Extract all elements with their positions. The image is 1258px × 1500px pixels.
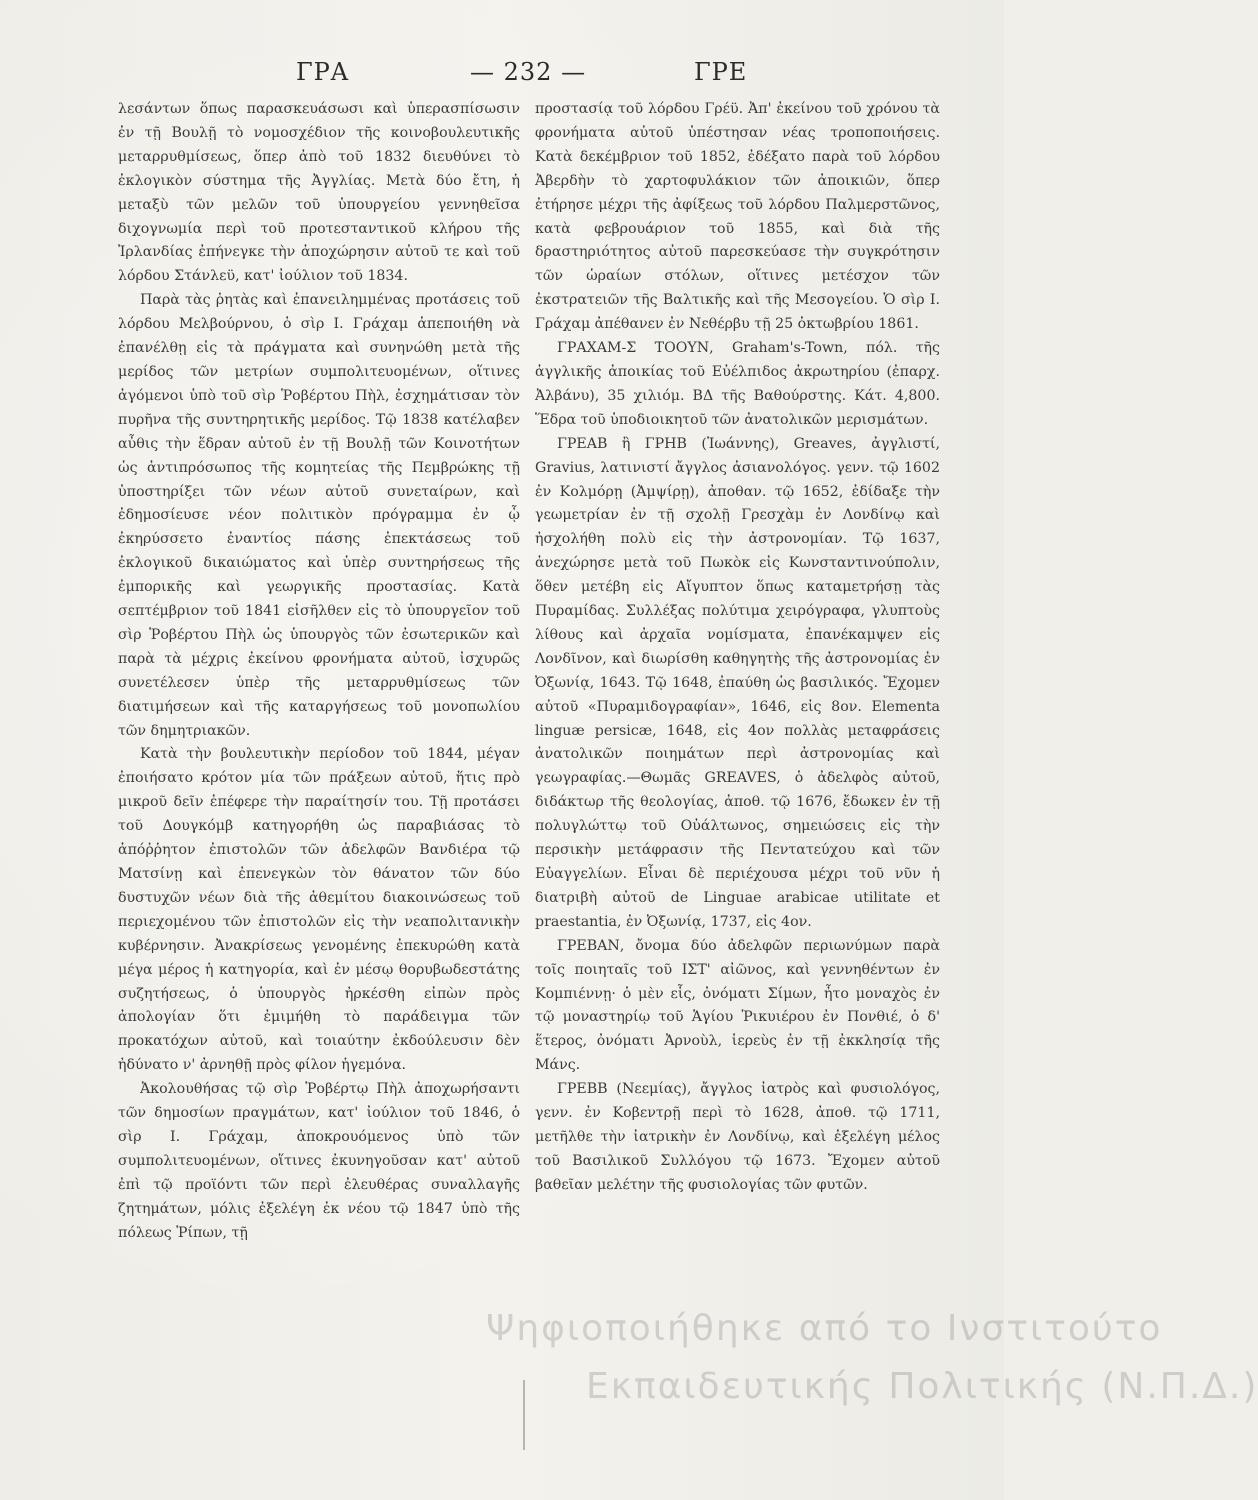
page-header [0,58,1004,94]
left-paragraph-3: Κατὰ τὴν βουλευτικὴν περίοδον τοῦ 1844, μέγαν ἐποιήσατο κρότον μία τῶν πράξεων αὐτοῦ, ἥτις πρὸ μικροῦ δεῖν ἐπέφερε τὴν παραίτησίν του. Τῇ προτάσει τοῦ Δουγκόμβ κατηγορήθη ὡς παραβιάσας τὸ ἀπόῤῥητον ἐπιστολῶν τῶν ἀδελφῶν Βανδιέρα τῷ Ματσίνῃ καὶ ἐπενεγκὼν τὸν θάνατον τῶν δύο δυστυχῶν νέων διὰ τῆς ἀθεμίτου διακοινώσεως τοῦ περιεχομένου τῶν ἐπιστολῶν εἰς τὴν νεαπολιτανικὴν κυβέρνησιν. Ἀνακρίσεως γενομένης ἐπεκυρώθη κατὰ μέγα μέρος ἡ κατηγορία, καὶ ἐν μέσῳ θορυβωδεστάτης συζητήσεως, ὁ ὑπουργὸς ἠρκέσθη εἰπὼν πρὸς ἀπολογίαν ὅτι ἐμιμήθη τὸ παράδειγμα τῶν προκατόχων αὐτοῦ, καὶ τοιαύτην ἐκδούλευσιν δὲν ἠδύνατο ν' ἀρνηθῇ πρὸς φίλον ἡγεμόνα. [118,746,520,1074]
entry-graham-s-town: ΓΡΑΧΑΜ-Σ ΤΟΟΥΝ, Graham's-Town, πόλ. τῆς ἀγγλικῆς ἀποικίας τοῦ Εὐέλπιδος ἀκρωτηρίου (ἐπαρχ. Ἀλβάνυ), 35 χιλιόμ. ΒΔ τῆς Βαθούρστης. Κάτ. 4,800. Ἕδρα τοῦ ὑποδιοικητοῦ τῶν ἀνατολικῶν μερισμάτων. [535,340,940,428]
entry-grew: ΓΡΕΒΒ (Νεεμίας), ἄγγλος ἰατρὸς καὶ φυσιολόγος, γενν. ἐν Κοβεντρῇ περὶ τὸ 1628, ἀποθ. τῷ 1711, μετῆλθε τὴν ἰατρικὴν ἐν Λονδίνῳ, καὶ ἐξελέγη μέλος τοῦ Βασιλικοῦ Συλλόγου τῷ 1673. Ἔχομεν αὐτοῦ βαθεῖαν μελέτην τῆς φυσιολογίας τῶν φυτῶν. [535,1081,940,1193]
left-paragraph-2: Παρὰ τὰς ῥητὰς καὶ ἐπανειλημμένας προτάσεις τοῦ λόρδου Μελβούρνου, ὁ σὶρ Ι. Γράχαμ ἀπεποιήθη νὰ ἐπανέλθῃ εἰς τὰ πράγματα καὶ συνηνώθη μετὰ τῆς μερίδος τῶν μετρίων συμπολιτευομένων, οἵτινες ἀγόμενοι ὑπὸ τοῦ σὶρ Ῥοβέρτου Πὴλ, ἐσχημάτισαν τὸν πυρῆνα τῆς συντηρητικῆς μερίδος. Τῷ 1838 κατέλαβεν αὖθις τὴν ἕδραν αὐτοῦ ἐν τῇ Βουλῇ τῶν Κοινοτήτων ὡς ἀντιπρόσωπος τῆς κομητείας τῆς Πεμβρώκης τῇ ὑποστηρίξει τῶν νέων αὐτοῦ συνεταίρων, καὶ ἐδημοσίευσε νέον πολιτικὸν πρόγραμμα ἐν ᾧ ἐκηρύσσετο ἐναντίος πάσης ἐπεκτάσεως τοῦ ἐκλογικοῦ δικαιώματος καὶ ὑπὲρ συντηρήσεως τῆς ἐμπορικῆς καὶ γεωργικῆς προστασίας. Κατὰ σεπτέμβριον τοῦ 1841 εἰσῆλθεν εἰς τὸ ὑπουργεῖον τοῦ σὶρ Ῥοβέρτου Πὴλ ὡς ὑπουργὸς τῶν ἐσωτερικῶν καὶ παρὰ τὰ μέχρις ἐκείνου φρονήματα αὐτοῦ, ἰσχυρῶς συνετέλεσεν ὑπὲρ τῆς μεταρρυθμίσεως τῶν διατιμήσεων καὶ τῆς καταργήσεως τοῦ μονοπωλίου τῶν δημητριακῶν. [118,292,520,739]
header-left-catchword: ΓΡΑ [296,58,350,86]
page-number: — 232 — [470,58,587,86]
watermark-line-2: Εκπαιδευτικής Πολιτικής (Ν.Π.Δ.) [586,1366,1258,1407]
left-paragraph-1: λεσάντων ὅπως παρασκευάσωσι καὶ ὑπερασπίσωσιν ἐν τῇ Βουλῇ τὸ νομοσχέδιον τῆς κοινοβουλευτικῆς μεταρρυθμίσεως, ὅπερ ἀπὸ τοῦ 1832 διευθύνει τὸ ἐκλογικὸν σύστημα τῆς Ἀγγλίας. Μετὰ δύο ἔτη, ἡ μεταξὺ τῶν μελῶν τοῦ ὑπουργείου γεννηθεῖσα διχογνωμία περὶ τοῦ προτεσταντικοῦ κλήρου τῆς Ἰρλανδίας ἐπήνεγκε τὴν ἀποχώρησιν αὐτοῦ τε καὶ τοῦ λόρδου Στάνλεϋ, κατ' ἰούλιον τοῦ 1834. [118,101,520,285]
right-paragraph-1: προστασίᾳ τοῦ λόρδου Γρέϋ. Ἀπ' ἐκείνου τοῦ χρόνου τὰ φρονήματα αὐτοῦ ὑπέστησαν νέας τροποποιήσεις. Κατὰ δεκέμβριον τοῦ 1852, ἐδέξατο παρὰ τοῦ λόρδου Ἀβερδὴν τὸ χαρτοφυλάκιον τῶν ἀποικιῶν, ὅπερ ἐτήρησε μέχρι τῆς ἀφίξεως τοῦ λόρδου Παλμερστῶνος, κατὰ φεβρουάριον τοῦ 1855, καὶ διὰ τῆς δραστηριότητος αὐτοῦ παρεσκεύασε τὴν συγκρότησιν τῶν ὡραίων στόλων, οἵτινες μετέσχον τῶν ἐκστρατειῶν τῆς Βαλτικῆς καὶ τῆς Μεσογείου. Ὁ σὶρ Ι. Γράχαμ ἀπέθανεν ἐν Νεθέρβυ τῇ 25 ὀκτωβρίου 1861. [535,101,940,333]
entry-greaves: ΓΡΕΑΒ ἢ ΓΡΗΒ (Ἰωάννης), Greaves, ἀγγλιστί, Gravius, λατινιστί ἄγγλος ἀσιανολόγος. γενν. τῷ 1602 ἐν Κολμόρῃ (Ἀμψίρῃ), ἀποθαν. τῷ 1652, ἐδίδαξε τὴν γεωμετρίαν ἐν τῇ σχολῇ Γρεσχὰμ ἐν Λονδίνῳ καὶ ἠσχολήθη πολὺ εἰς τὴν ἀστρονομίαν. Τῷ 1637, ἀνεχώρησε μετὰ τοῦ Πωκὸκ εἰς Κωνσταντινούπολιν, ὅθεν μετέβη εἰς Αἴγυπτον ὅπως καταμετρήσῃ τὰς Πυραμίδας. Συλλέξας πολύτιμα χειρόγραφα, γλυπτοὺς λίθους καὶ ἀρχαῖα νομίσματα, ἐπανέκαμψεν εἰς Λονδῖνον, καὶ διωρίσθη καθηγητὴς τῆς ἀστρονομίας ἐν Ὀξωνίᾳ, 1643. Τῷ 1648, ἐπαύθη ὡς βασιλικός. Ἔχομεν αὐτοῦ «Πυραμιδογραφίαν», 1646, εἰς 8ον. Elementa linguæ persicæ, 1648, εἰς 4ον πολλὰς μεταφράσεις ἀνατολικῶν ποιημάτων περὶ ἀστρονομίας καὶ γεωγραφίας.—Θωμᾶς GREAVES, ὁ ἀδελφὸς αὐτοῦ, διδάκτωρ τῆς θεολογίας, ἀποθ. τῷ 1676, ἔδωκεν ἐν τῇ πολυγλώττῳ τοῦ Οὐάλτωνος, σημειώσεις εἰς τὴν περσικὴν μετάφρασιν τῆς Πεντατεύχου καὶ τῶν Εὐαγγελίων. Εἶναι δὲ περιέχουσα μέχρι τοῦ νῦν ἡ διατριβὴ αὐτοῦ de Linguae arabicae utilitate et praestantia, ἐν Ὀξωνίᾳ, 1737, εἰς 4ον. [535,435,940,930]
watermark [486,1300,1258,1460]
left-column [118,98,520,1246]
left-paragraph-4: Ἀκολουθήσας τῷ σὶρ Ῥοβέρτῳ Πὴλ ἀποχωρήσαντι τῶν δημοσίων πραγμάτων, κατ' ἰούλιον τοῦ 1846, ὁ σὶρ Ι. Γράχαμ, ἀποκρουόμενος ὑπὸ τῶν συμπολιτευομένων, οἵτινες ἐκυνηγοῦσαν κατ' αὐτοῦ ἐπὶ τῷ προϊόντι τῶν περὶ ἐλευθέρας συναλλαγῆς ζητημάτων, μόλις ἐξελέγη ἐκ νέου τῷ 1847 ὑπὸ τῆς πόλεως Ῥίπων, τῇ [118,1081,520,1241]
entry-greban: ΓΡΕΒΑΝ, ὄνομα δύο ἀδελφῶν περιωνύμων παρὰ τοῖς ποιηταῖς τοῦ ΙΣΤ' αἰῶνος, καὶ γεννηθέντων ἐν Κομπιέννῃ· ὁ μὲν εἷς, ὀνόματι Σίμων, ἦτο μοναχὸς ἐν τῷ μοναστηρίῳ τοῦ Ἁγίου Ῥικυιέρου ἐν Πονθιέ, ὁ δ' ἕτερος, ὀνόματι Ἀρνοὺλ, ἱερεὺς ἐν τῇ ἐκκλησίᾳ τῆς Μάνς. [535,937,940,1074]
watermark-line-1: Ψηφιοποιήθηκε από το Ινστιτούτο [486,1308,1163,1349]
header-right-catchword: ΓΡΕ [694,58,748,86]
column-divider [523,1380,525,1450]
right-column [535,98,940,1198]
